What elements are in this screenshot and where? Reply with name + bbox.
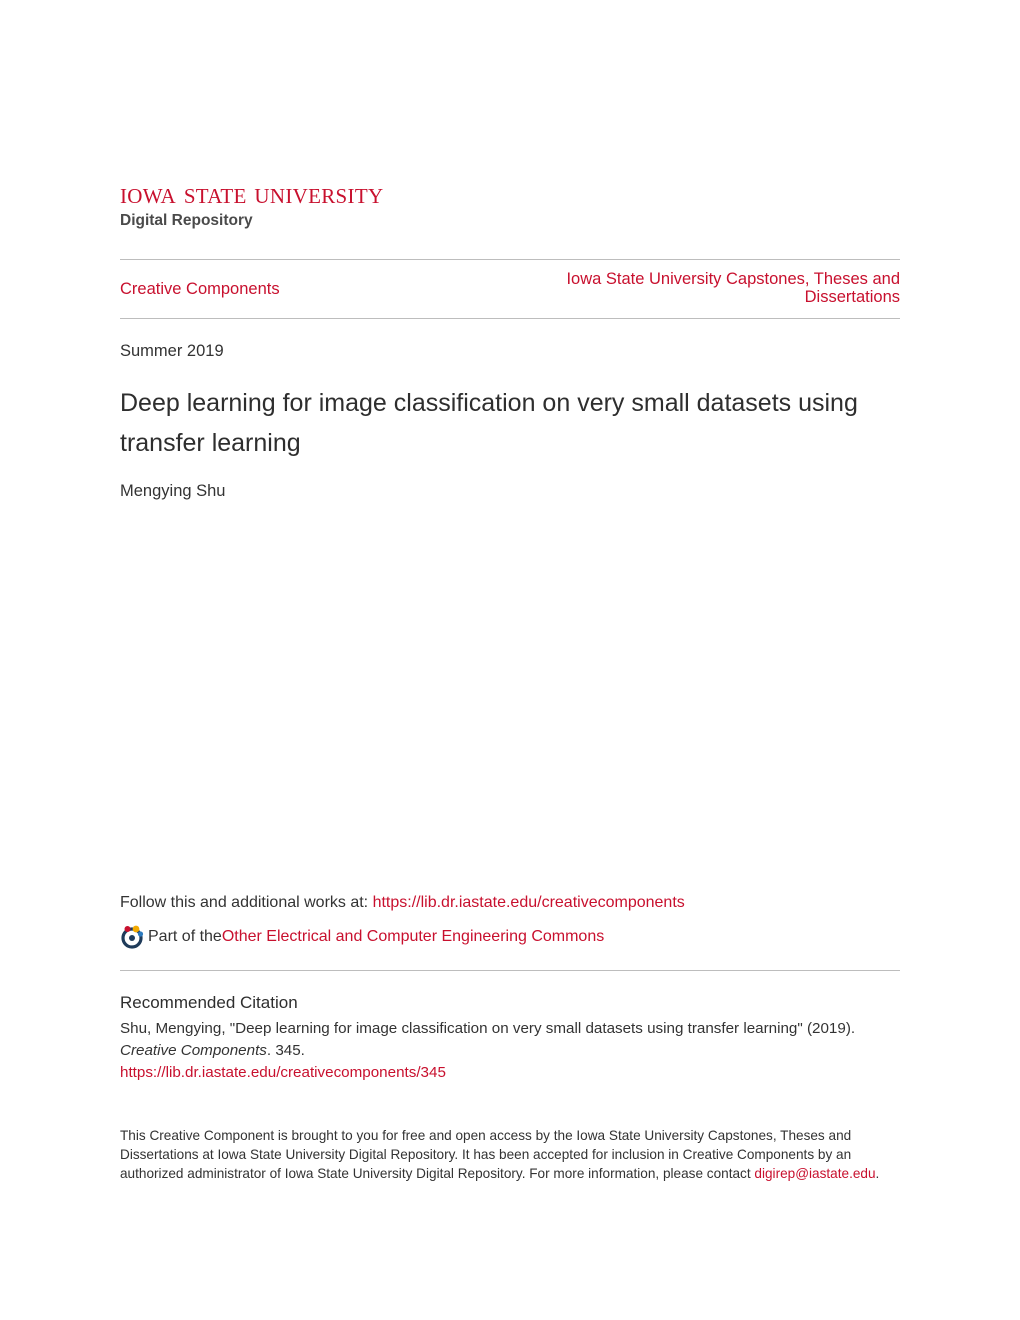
citation-heading: Recommended Citation [120, 993, 298, 1012]
follow-url-link[interactable]: https://lib.dr.iastate.edu/creativecomponents [372, 894, 685, 911]
header-divider [120, 318, 900, 319]
citation-journal: Creative Components [120, 1042, 267, 1059]
author-name: Mengying Shu [120, 482, 226, 500]
citation-body [120, 1018, 900, 1084]
contact-email-link[interactable]: digirep@iastate.edu [754, 1166, 876, 1181]
notice-end: . [875, 1166, 880, 1181]
access-notice [120, 1126, 900, 1183]
citation-number: . 345. [266, 1042, 305, 1059]
commons-link[interactable]: Other Electrical and Computer Engineering Commons [221, 928, 605, 945]
document-title: Deep learning for image classification on very small datasets using transfer learning [120, 389, 858, 457]
capstones-theses-link[interactable]: Iowa State University Capstones, Theses and Dissertations [566, 270, 900, 306]
follow-works-line [120, 893, 685, 913]
citation-url-link[interactable]: https://lib.dr.iastate.edu/creativecomponents/345 [120, 1064, 446, 1081]
citation-text: Shu, Mengying, "Deep learning for image classification on very small datasets using transfer learning" (2019). [120, 1020, 856, 1037]
publication-date: Summer 2019 [120, 342, 224, 360]
notice-text: This Creative Component is brought to you for free and open access by the Iowa State University Capstones, Theses and Dissertations at Iowa State University Digital Repository. It has been accepted for inclusion in Creative Components by an authorized administrator of Iowa State University Digital Repository. For more information, please contact [120, 1128, 852, 1181]
citation-divider [120, 970, 900, 971]
part-of-line [120, 922, 604, 952]
logo-university-name: iowa state university [120, 177, 384, 210]
repository-logo[interactable] [120, 178, 540, 234]
logo-repository-name: Digital Repository [120, 212, 253, 229]
top-divider [120, 259, 900, 260]
commons-network-icon [120, 925, 144, 949]
follow-prefix: Follow this and additional works at: [120, 894, 373, 911]
creative-components-link[interactable]: Creative Components [120, 280, 280, 298]
partof-prefix: Part of the [148, 928, 222, 945]
